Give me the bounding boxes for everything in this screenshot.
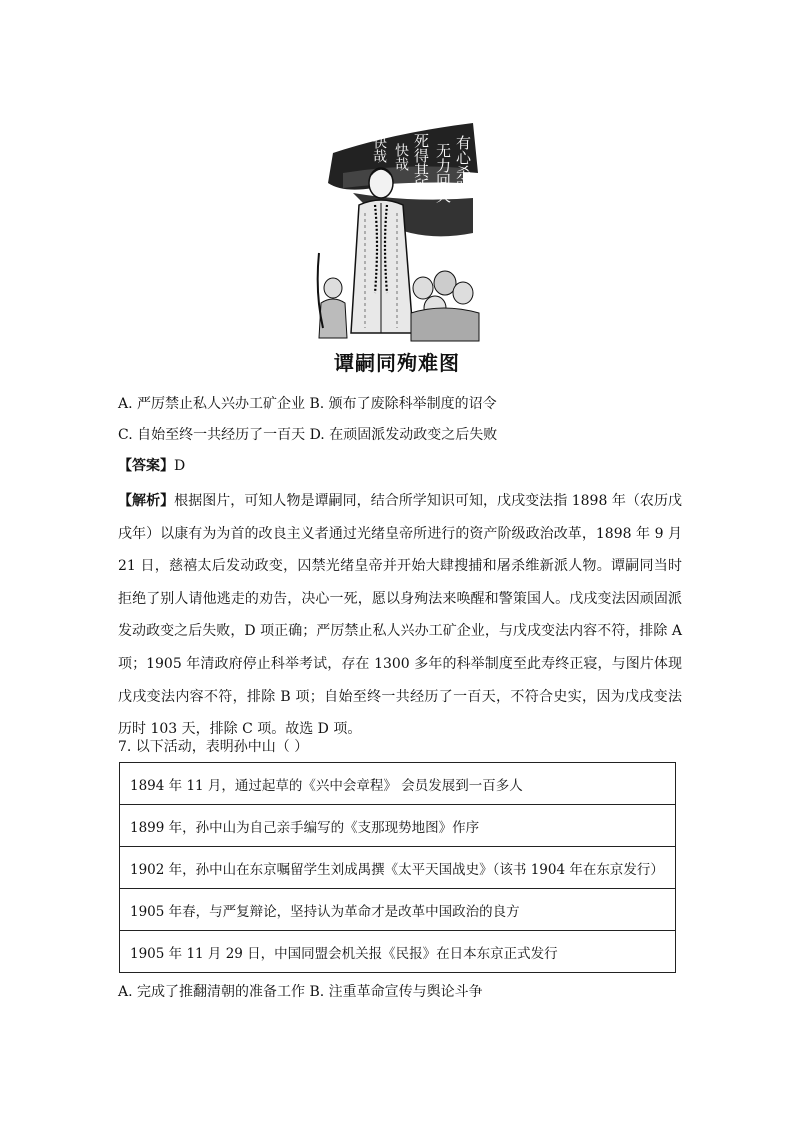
q6-analysis	[118, 485, 682, 746]
calligraphy-col-3: 死得其所	[412, 133, 430, 193]
calligraphy-col-2: 无力回天	[434, 143, 452, 203]
q7-stem: 7. 以下活动，表明孙中山（ ）	[118, 739, 309, 755]
tan-sitong-illustration	[313, 113, 481, 343]
q7-events-table	[119, 762, 676, 973]
calligraphy-col-5: 快哉	[371, 135, 387, 163]
q6-options-ab: A. 严厉禁止私人兴办工矿企业 B. 颁布了废除科举制度的诏令	[118, 396, 497, 412]
table-row	[120, 805, 676, 847]
table-cell: 1905 年春，与严复辩论，坚持认为革命才是改革中国政治的良方	[120, 889, 676, 931]
answer-label: 【答案】	[118, 458, 174, 474]
table-cell: 1899 年，孙中山为自己亲手编写的《支那现势地图》作序	[120, 805, 676, 847]
analysis-label: 【解析】	[118, 493, 175, 509]
illustration-drawing	[313, 113, 481, 343]
table-row	[120, 847, 676, 889]
calligraphy-col-4: 快哉	[393, 143, 409, 171]
table-cell: 1894 年 11 月，通过起草的《兴中会章程》 会员发展到一百多人	[120, 763, 676, 805]
figure-caption: 谭嗣同殉难图	[334, 351, 460, 375]
analysis-text: 根据图片，可知人物是谭嗣同，结合所学知识可知，戊戌变法指 1898 年（农历戊戌年）以康有为为首的改良主义者通过光绪皇帝所进行的资产阶级政治改革，1898 年 9 月 21 日，慈禧太后发动政变，囚禁光绪皇帝并开始大肆搜捕和屠杀维新派人物。谭嗣同当时拒绝了别人请他逃走的劝告，决心一死，愿以身殉法来唤醒和警策国人。戊戌变法因顽固派发动政变之后失败，D 项正确；严厉禁止私人兴办工矿企业，与戊戌变法内容不符，排除 A 项；1905 年清政府停止科举考试，存在 1300 多年的科举制度至此寿终正寝，与图片体现戊戌变法内容不符，排除 B 项；自始至终一共经历了一百天，不符合史实，因为戊戌变法历时 103 天，排除 C 项。故选 D 项。	[118, 493, 682, 738]
table-row	[120, 931, 676, 973]
table-row	[120, 889, 676, 931]
table-cell: 1905 年 11 月 29 日，中国同盟会机关报《民报》在日本东京正式发行	[120, 931, 676, 973]
calligraphy-col-1: 有心杀贼	[454, 135, 472, 195]
q6-options-cd: C. 自始至终一共经历了一百天 D. 在顽固派发动政变之后失败	[118, 427, 498, 443]
answer-value: D	[174, 458, 186, 474]
table-row	[120, 763, 676, 805]
table-cell: 1902 年，孙中山在东京嘱留学生刘成禺撰《太平天国战史》（该书 1904 年在东京发行）	[120, 847, 676, 889]
q7-options-ab: A. 完成了推翻清朝的准备工作 B. 注重革命宣传与舆论斗争	[118, 984, 483, 1000]
q6-answer	[118, 456, 680, 476]
